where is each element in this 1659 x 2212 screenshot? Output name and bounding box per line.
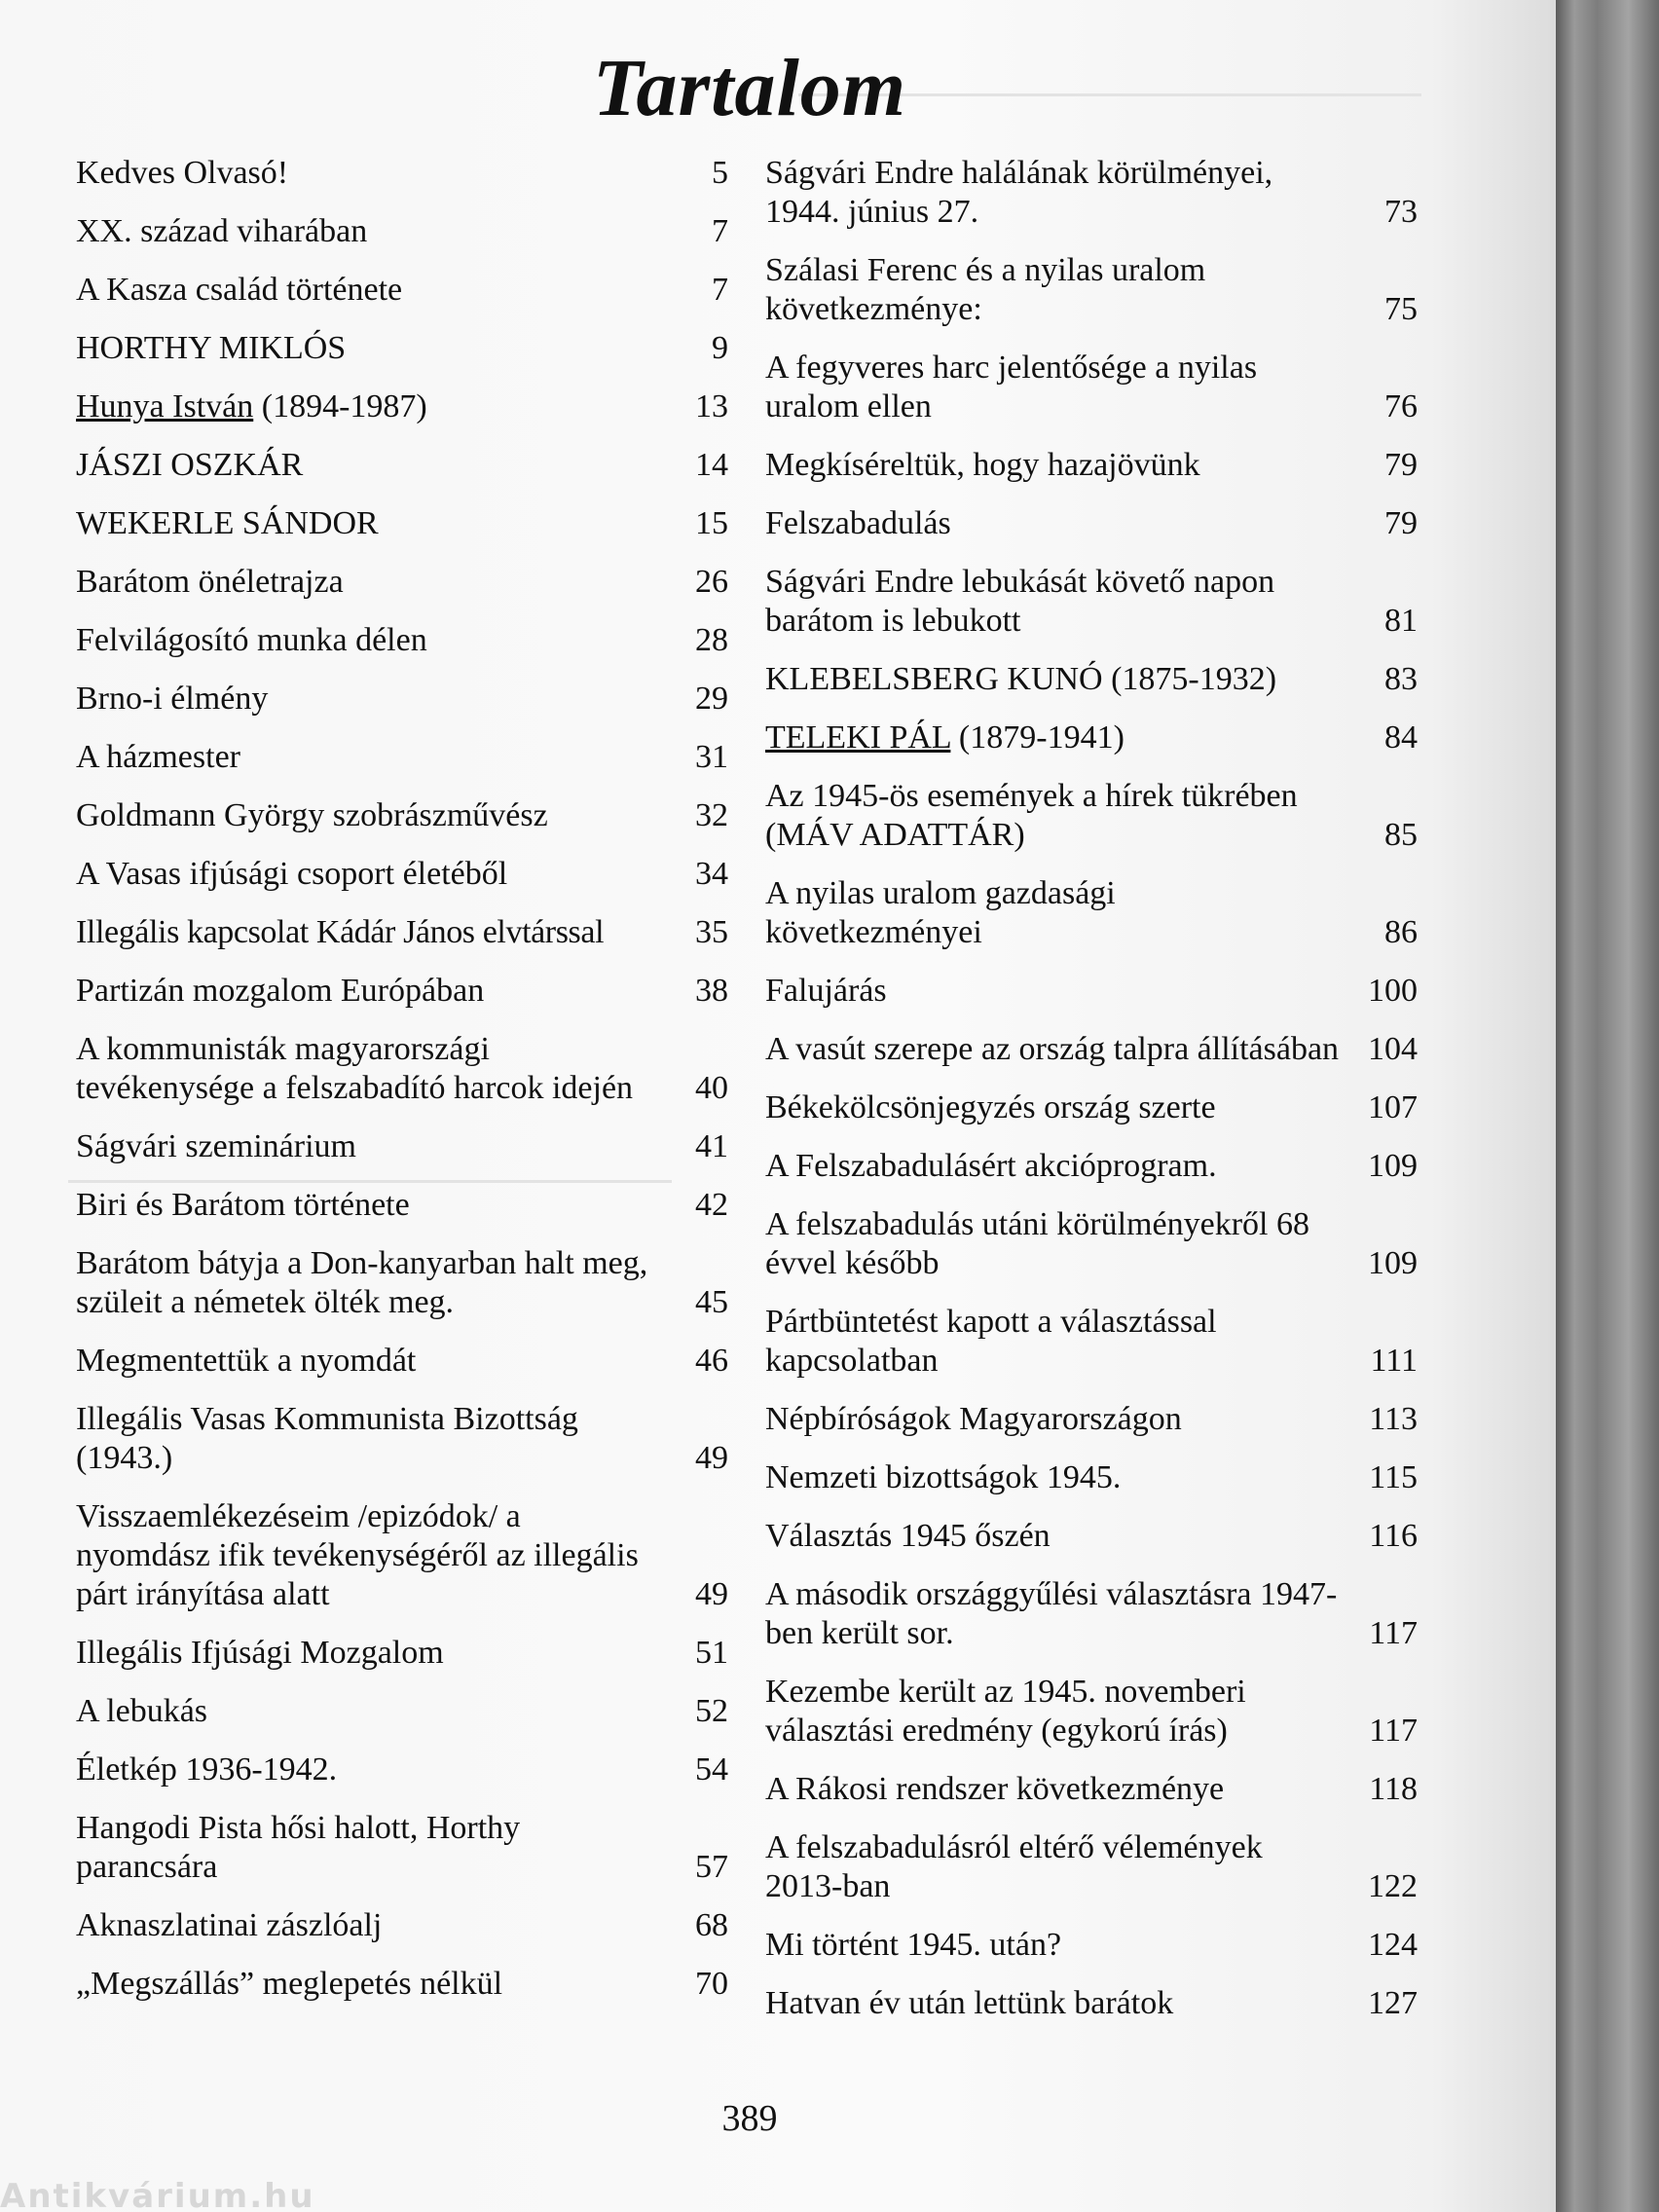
toc-page: 104 bbox=[1368, 1031, 1418, 1067]
toc-page: 13 bbox=[695, 388, 728, 424]
toc-page: 49 bbox=[695, 1576, 728, 1612]
toc-page: 54 bbox=[695, 1751, 728, 1788]
toc-page: 57 bbox=[695, 1849, 728, 1885]
toc-entry[interactable]: Visszaemlékezéseim /epizódok/ a nyomdász ifik tevékenységéről az illegális párt irányítása alatt 49 bbox=[76, 1498, 728, 1612]
toc-page: 111 bbox=[1370, 1343, 1418, 1379]
toc-entry[interactable]: Aknaszlatinai zászlóalj 68 bbox=[76, 1907, 728, 1943]
toc-page: 79 bbox=[1384, 505, 1418, 541]
toc-page: 9 bbox=[712, 330, 728, 366]
toc-page: 28 bbox=[695, 622, 728, 658]
toc-entry[interactable]: Életkép 1936-1942. 54 bbox=[76, 1751, 728, 1788]
toc-page: 42 bbox=[695, 1187, 728, 1223]
toc-page: 38 bbox=[695, 973, 728, 1009]
toc-entry[interactable]: Mi történt 1945. után? 124 bbox=[765, 1927, 1418, 1963]
toc-entry[interactable]: A Felszabadulásért akcióprogram. 109 bbox=[765, 1148, 1418, 1184]
toc-page: 45 bbox=[695, 1284, 728, 1320]
toc-entry[interactable]: A Rákosi rendszer következménye 118 bbox=[765, 1771, 1418, 1807]
toc-page: 76 bbox=[1384, 388, 1418, 424]
toc-entry[interactable]: Falujárás 100 bbox=[765, 973, 1418, 1009]
toc-page: 52 bbox=[695, 1693, 728, 1729]
toc-entry[interactable]: A házmester 31 bbox=[76, 739, 728, 775]
toc-page: 14 bbox=[695, 447, 728, 483]
toc-entry[interactable]: Hatvan év után lettünk barátok 127 bbox=[765, 1985, 1418, 2021]
toc-entry[interactable]: Barátom önéletrajza 26 bbox=[76, 564, 728, 600]
toc-entry[interactable]: A fegyveres harc jelentősége a nyilas uralom ellen 76 bbox=[765, 350, 1418, 424]
toc-entry[interactable]: Illegális Vasas Kommunista Bizottság (1943.) 49 bbox=[76, 1401, 728, 1476]
toc-page: 5 bbox=[712, 155, 728, 191]
toc-entry[interactable]: Felszabadulás 79 bbox=[765, 505, 1418, 541]
toc-entry[interactable]: Ságvári Endre lebukását követő napon barátom is lebukott 81 bbox=[765, 564, 1418, 639]
toc-entry[interactable]: HORTHY MIKLÓS 9 bbox=[76, 330, 728, 366]
toc-entry[interactable]: Barátom bátyja a Don-kanyarban halt meg, szüleit a németek ölték meg. 45 bbox=[76, 1245, 728, 1320]
toc-page: 7 bbox=[712, 272, 728, 308]
toc-entry[interactable]: KLEBELSBERG KUNÓ (1875-1932) 83 bbox=[765, 661, 1418, 697]
toc-entry[interactable]: TELEKI PÁL (1879-1941) 84 bbox=[765, 719, 1418, 756]
toc-page: 41 bbox=[695, 1128, 728, 1164]
toc-entry[interactable]: A vasút szerepe az ország talpra állításában 104 bbox=[765, 1031, 1418, 1067]
page-number: 389 bbox=[721, 2098, 778, 2139]
watermark: Antikvárium.hu bbox=[0, 2177, 315, 2212]
toc-entry[interactable]: Felvilágosító munka délen 28 bbox=[76, 622, 728, 658]
toc-entry[interactable]: Megkíséreltük, hogy hazajövünk 79 bbox=[765, 447, 1418, 483]
toc-page: 83 bbox=[1384, 661, 1418, 697]
toc-page: 68 bbox=[695, 1907, 728, 1943]
toc-page: 109 bbox=[1368, 1148, 1418, 1184]
toc-page: 127 bbox=[1368, 1985, 1418, 2021]
toc-entry[interactable]: Nemzeti bizottságok 1945. 115 bbox=[765, 1459, 1418, 1495]
toc-page: 117 bbox=[1369, 1615, 1418, 1651]
toc-entry[interactable]: Biri és Barátom története 42 bbox=[76, 1187, 728, 1223]
toc-page: 7 bbox=[712, 213, 728, 249]
toc-entry[interactable]: A felszabadulásról eltérő vélemények 2013-ban 122 bbox=[765, 1829, 1418, 1904]
toc-page: 107 bbox=[1368, 1089, 1418, 1125]
toc-entry[interactable]: A kommunisták magyarországi tevékenysége a felszabadító harcok idején 40 bbox=[76, 1031, 728, 1106]
toc-entry[interactable]: „Megszállás” meglepetés nélkül 70 bbox=[76, 1966, 728, 2002]
toc-page: 115 bbox=[1369, 1459, 1418, 1495]
toc-page: 35 bbox=[695, 914, 728, 950]
toc-entry[interactable]: Hunya István (1894-1987) 13 bbox=[76, 388, 728, 424]
toc-entry[interactable]: Illegális Ifjúsági Mozgalom 51 bbox=[76, 1635, 728, 1671]
toc-page: 31 bbox=[695, 739, 728, 775]
toc-entry[interactable]: JÁSZI OSZKÁR 14 bbox=[76, 447, 728, 483]
toc-page: 113 bbox=[1369, 1401, 1418, 1437]
toc-entry[interactable]: Partizán mozgalom Európában 38 bbox=[76, 973, 728, 1009]
toc-page: 100 bbox=[1368, 973, 1418, 1009]
toc-page: 73 bbox=[1384, 194, 1418, 230]
toc-page: 70 bbox=[695, 1966, 728, 2002]
toc-page: 15 bbox=[695, 505, 728, 541]
toc-entry[interactable]: Ságvári Endre halálának körülményei, 1944. június 27. 73 bbox=[765, 155, 1418, 230]
toc-page: 26 bbox=[695, 564, 728, 600]
toc-entry[interactable]: Illegális kapcsolat Kádár János elvtárssal 35 bbox=[76, 914, 728, 950]
toc-entry[interactable]: WEKERLE SÁNDOR 15 bbox=[76, 505, 728, 541]
toc-page: 32 bbox=[695, 797, 728, 833]
book-edge-shadow bbox=[1556, 0, 1659, 2212]
toc-page: 86 bbox=[1384, 914, 1418, 950]
toc-entry[interactable]: Békekölcsönjegyzés ország szerte 107 bbox=[765, 1089, 1418, 1125]
toc-entry[interactable]: Szálasi Ferenc és a nyilas uralom következménye: 75 bbox=[765, 252, 1418, 327]
toc-entry[interactable]: A felszabadulás utáni körülményekről 68 évvel később 109 bbox=[765, 1206, 1418, 1281]
page-title: Tartalom bbox=[592, 43, 907, 133]
toc-entry[interactable]: Brno-i élmény 29 bbox=[76, 681, 728, 717]
toc-page: 116 bbox=[1369, 1518, 1418, 1554]
toc-page: 49 bbox=[695, 1440, 728, 1476]
toc-entry[interactable]: Goldmann György szobrászművész 32 bbox=[76, 797, 728, 833]
toc-entry[interactable]: A nyilas uralom gazdasági következményei 86 bbox=[765, 875, 1418, 950]
toc-entry[interactable]: Ságvári szeminárium 41 bbox=[76, 1128, 728, 1164]
toc-entry[interactable]: Választás 1945 őszén 116 bbox=[765, 1518, 1418, 1554]
toc-page: 85 bbox=[1384, 817, 1418, 853]
toc-page: 81 bbox=[1384, 603, 1418, 639]
toc-entry[interactable]: A lebukás 52 bbox=[76, 1693, 728, 1729]
toc-entry[interactable]: A második országgyűlési választásra 1947-ben került sor. 117 bbox=[765, 1576, 1418, 1651]
toc-entry[interactable]: XX. század viharában 7 bbox=[76, 213, 728, 249]
toc-entry[interactable]: Hangodi Pista hősi halott, Horthy parancsára 57 bbox=[76, 1810, 728, 1885]
toc-entry[interactable]: Népbíróságok Magyarországon 113 bbox=[765, 1401, 1418, 1437]
toc-page: 51 bbox=[695, 1635, 728, 1671]
toc-entry[interactable]: Az 1945-ös események a hírek tükrében (MÁV ADATTÁR) 85 bbox=[765, 778, 1418, 853]
toc-entry[interactable]: A Vasas ifjúsági csoport életéből 34 bbox=[76, 856, 728, 892]
toc-page: 109 bbox=[1368, 1245, 1418, 1281]
toc-entry[interactable]: Kedves Olvasó! 5 bbox=[76, 155, 728, 191]
toc-page: 75 bbox=[1384, 291, 1418, 327]
toc-entry[interactable]: Kezembe került az 1945. novemberi választási eredmény (egykorú írás) 117 bbox=[765, 1674, 1418, 1749]
toc-page: 46 bbox=[695, 1343, 728, 1379]
toc-left-column bbox=[76, 146, 728, 2004]
toc-page: 40 bbox=[695, 1070, 728, 1106]
toc-right-column bbox=[765, 146, 1418, 2023]
toc-entry[interactable]: Pártbüntetést kapott a választással kapcsolatban 111 bbox=[765, 1304, 1418, 1379]
toc-page: 118 bbox=[1369, 1771, 1418, 1807]
toc-entry[interactable]: A Kasza család története 7 bbox=[76, 272, 728, 308]
toc-page: 84 bbox=[1384, 719, 1418, 756]
toc-page: 124 bbox=[1368, 1927, 1418, 1963]
toc-page: 122 bbox=[1368, 1868, 1418, 1904]
toc-page: 79 bbox=[1384, 447, 1418, 483]
toc-page: 29 bbox=[695, 681, 728, 717]
toc-page: 117 bbox=[1369, 1713, 1418, 1749]
toc-page: 34 bbox=[695, 856, 728, 892]
toc-entry[interactable]: Megmentettük a nyomdát 46 bbox=[76, 1343, 728, 1379]
